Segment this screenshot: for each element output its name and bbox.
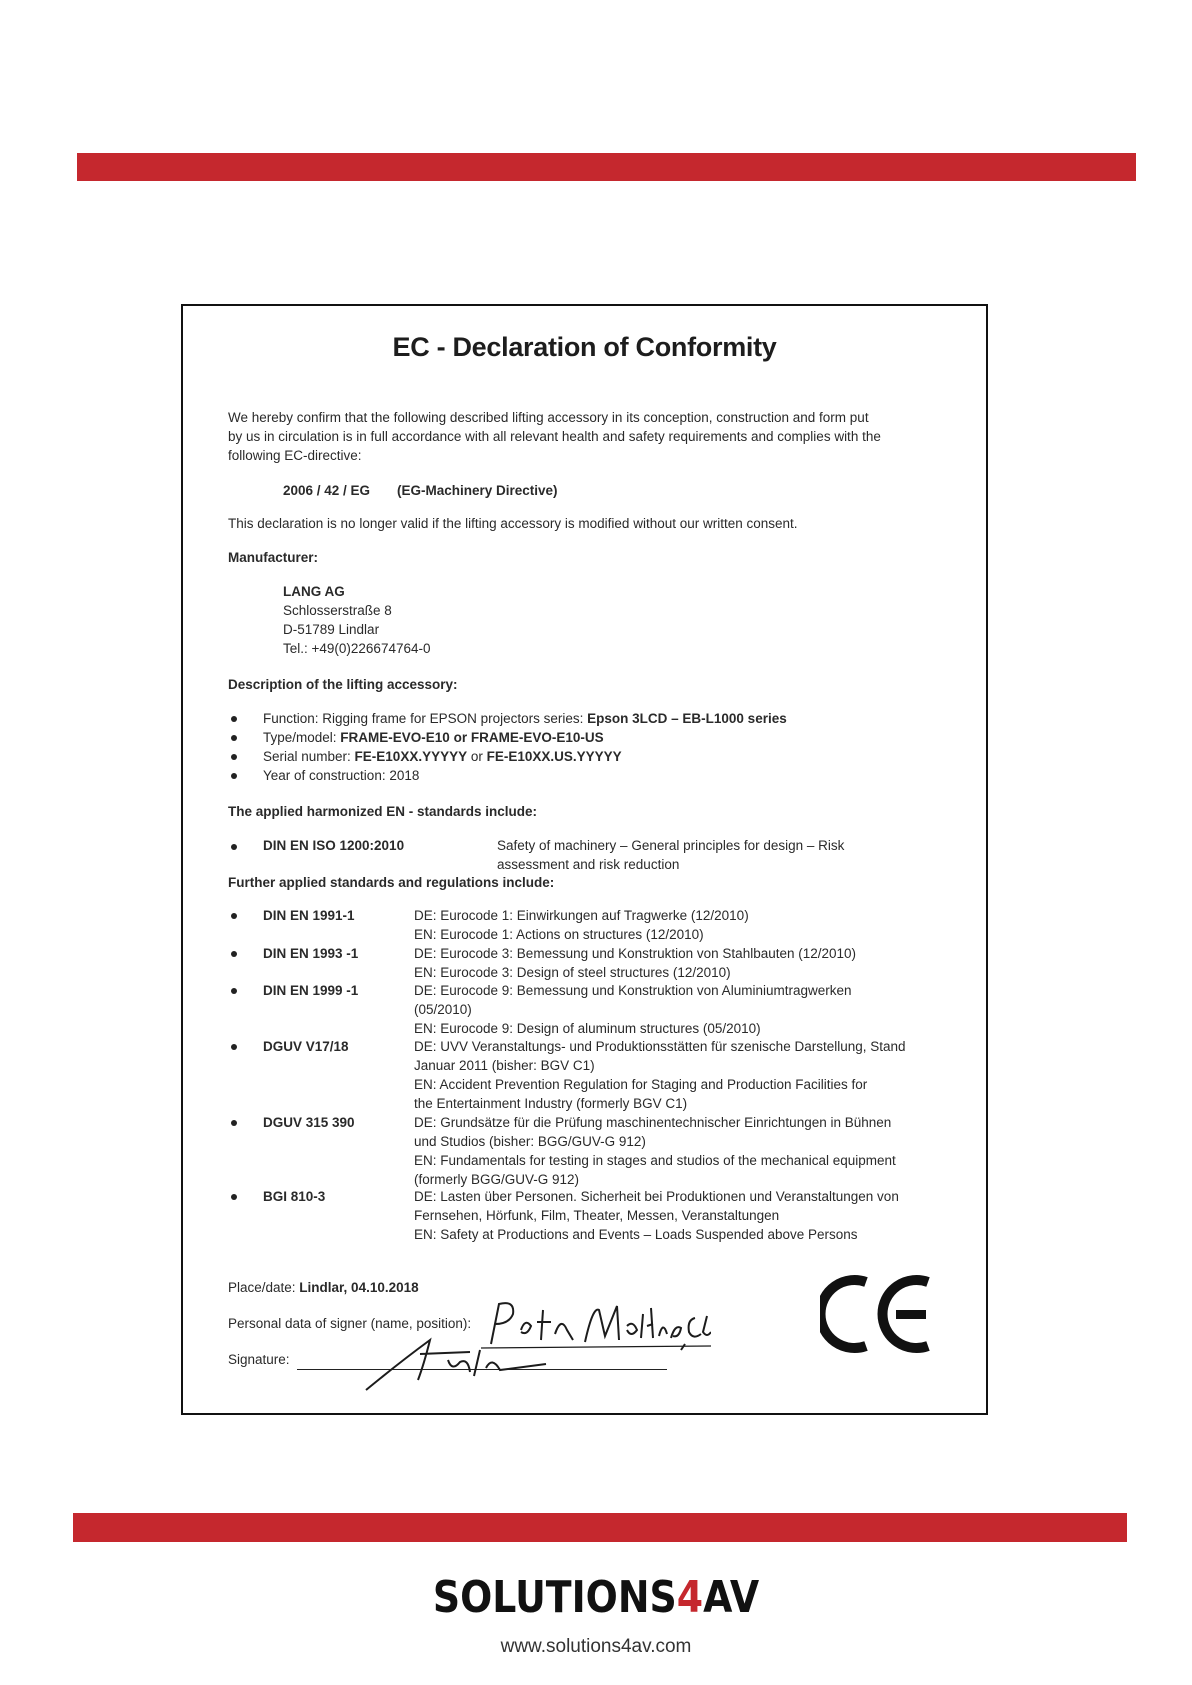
standard-code-4: DGUV V17/18 [263, 1039, 349, 1054]
standard-code-2: DIN EN 1993 -1 [263, 946, 359, 961]
harmonized-desc-line-2: assessment and risk reduction [497, 857, 680, 872]
intro-line-1: We hereby confirm that the following described lifting accessory in its conception, construction and form put [228, 410, 869, 425]
manufacturer-city: D-51789 Lindlar [283, 622, 380, 637]
standard-6-line-3: EN: Safety at Productions and Events – Loads Suspended above Persons [414, 1227, 858, 1242]
declaration-document [181, 304, 988, 1415]
description-serial: Serial number: FE-E10XX.YYYYY or FE-E10XX.US.YYYYY [263, 749, 622, 764]
standard-3-line-2: (05/2010) [414, 1002, 472, 1017]
bullet [231, 773, 237, 779]
manufacturer-heading: Manufacturer: [228, 550, 319, 565]
bullet [231, 716, 237, 722]
document-title: EC - Declaration of Conformity [392, 332, 777, 362]
description-type: Type/model: FRAME-EVO-E10 or FRAME-EVO-E10-US [263, 730, 604, 745]
bullet [231, 951, 237, 957]
manufacturer-name: LANG AG [283, 584, 345, 599]
signature-label: Signature: [228, 1352, 290, 1367]
standard-6-line-2: Fernsehen, Hörfunk, Film, Theater, Messen, Veranstaltungen [414, 1208, 780, 1223]
directive-name: (EG-Machinery Directive) [397, 483, 558, 498]
standard-4-line-2: Januar 2011 (bisher: BGV C1) [414, 1058, 595, 1073]
standard-5-line-3: EN: Fundamentals for testing in stages and studios of the mechanical equipment [414, 1153, 896, 1168]
signature-scribble [360, 1332, 550, 1394]
manufacturer-street: Schlosserstraße 8 [283, 603, 392, 618]
standard-3-line-1: DE: Eurocode 9: Bemessung und Konstruktion von Aluminiumtragwerken [414, 983, 852, 998]
further-heading: Further applied standards and regulations include: [228, 875, 555, 890]
place-date: Place/date: Lindlar, 04.10.2018 [228, 1280, 419, 1295]
intro-line-2: by us in circulation is in full accordance with all relevant health and safety requirements and complies with the [228, 429, 881, 444]
standard-5-line-4: (formerly BGG/GUV-G 912) [414, 1172, 580, 1187]
bottom-red-bar [73, 1513, 1127, 1542]
bullet [231, 1120, 237, 1126]
description-function: Function: Rigging frame for EPSON projectors series: Epson 3LCD – EB-L1000 series [263, 711, 787, 726]
harmonized-code: DIN EN ISO 1200:2010 [263, 838, 405, 853]
description-year: Year of construction: 2018 [263, 768, 420, 783]
standard-3-line-3: EN: Eurocode 9: Design of aluminum structures (05/2010) [414, 1021, 761, 1036]
standard-5-line-1: DE: Grundsätze für die Prüfung maschinentechnischer Einrichtungen in Bühnen [414, 1115, 892, 1130]
bullet [231, 735, 237, 741]
standard-4-line-3: EN: Accident Prevention Regulation for Staging and Production Facilities for [414, 1077, 868, 1092]
standard-6-line-1: DE: Lasten über Personen. Sicherheit bei Produktionen und Veranstaltungen von [414, 1189, 899, 1204]
bullet [231, 844, 237, 850]
standard-code-6: BGI 810-3 [263, 1189, 326, 1204]
standard-4-line-4: the Entertainment Industry (formerly BGV C1) [414, 1096, 688, 1111]
harmonized-desc-line-1: Safety of machinery – General principles for design – Risk [497, 838, 845, 853]
standard-5-line-2: und Studios (bisher: BGG/GUV-G 912) [414, 1134, 646, 1149]
ce-mark-icon [820, 1268, 934, 1360]
standard-2-line-1: DE: Eurocode 3: Bemessung und Konstruktion von Stahlbauten (12/2010) [414, 946, 857, 961]
bullet [231, 913, 237, 919]
bullet [231, 1194, 237, 1200]
bullet [231, 754, 237, 760]
standard-code-5: DGUV 315 390 [263, 1115, 355, 1130]
signer-label: Personal data of signer (name, position): [228, 1316, 472, 1331]
standard-code-1: DIN EN 1991-1 [263, 908, 355, 923]
standard-2-line-2: EN: Eurocode 3: Design of steel structures (12/2010) [414, 965, 731, 980]
website-url[interactable]: www.solutions4av.com [500, 1636, 692, 1657]
manufacturer-tel: Tel.: +49(0)226674764-0 [283, 641, 431, 656]
standard-1-line-2: EN: Eurocode 1: Actions on structures (12/2010) [414, 927, 704, 942]
bullet [231, 1044, 237, 1050]
bullet [231, 988, 237, 994]
validity-note: This declaration is no longer valid if the lifting accessory is modified without our written consent. [228, 516, 798, 531]
directive-code: 2006 / 42 / EG [283, 483, 371, 498]
brand-logo: SOLUTIONS4AV [432, 1572, 760, 1623]
standard-4-line-1: DE: UVV Veranstaltungs- und Produktionsstätten für szenische Darstellung, Stand [414, 1039, 906, 1054]
intro-line-3: following EC-directive: [228, 448, 362, 463]
standard-1-line-1: DE: Eurocode 1: Einwirkungen auf Tragwerke (12/2010) [414, 908, 749, 923]
standard-code-3: DIN EN 1999 -1 [263, 983, 359, 998]
description-heading: Description of the lifting accessory: [228, 677, 458, 692]
harmonized-heading: The applied harmonized EN - standards include: [228, 804, 538, 819]
top-red-bar [77, 153, 1136, 181]
